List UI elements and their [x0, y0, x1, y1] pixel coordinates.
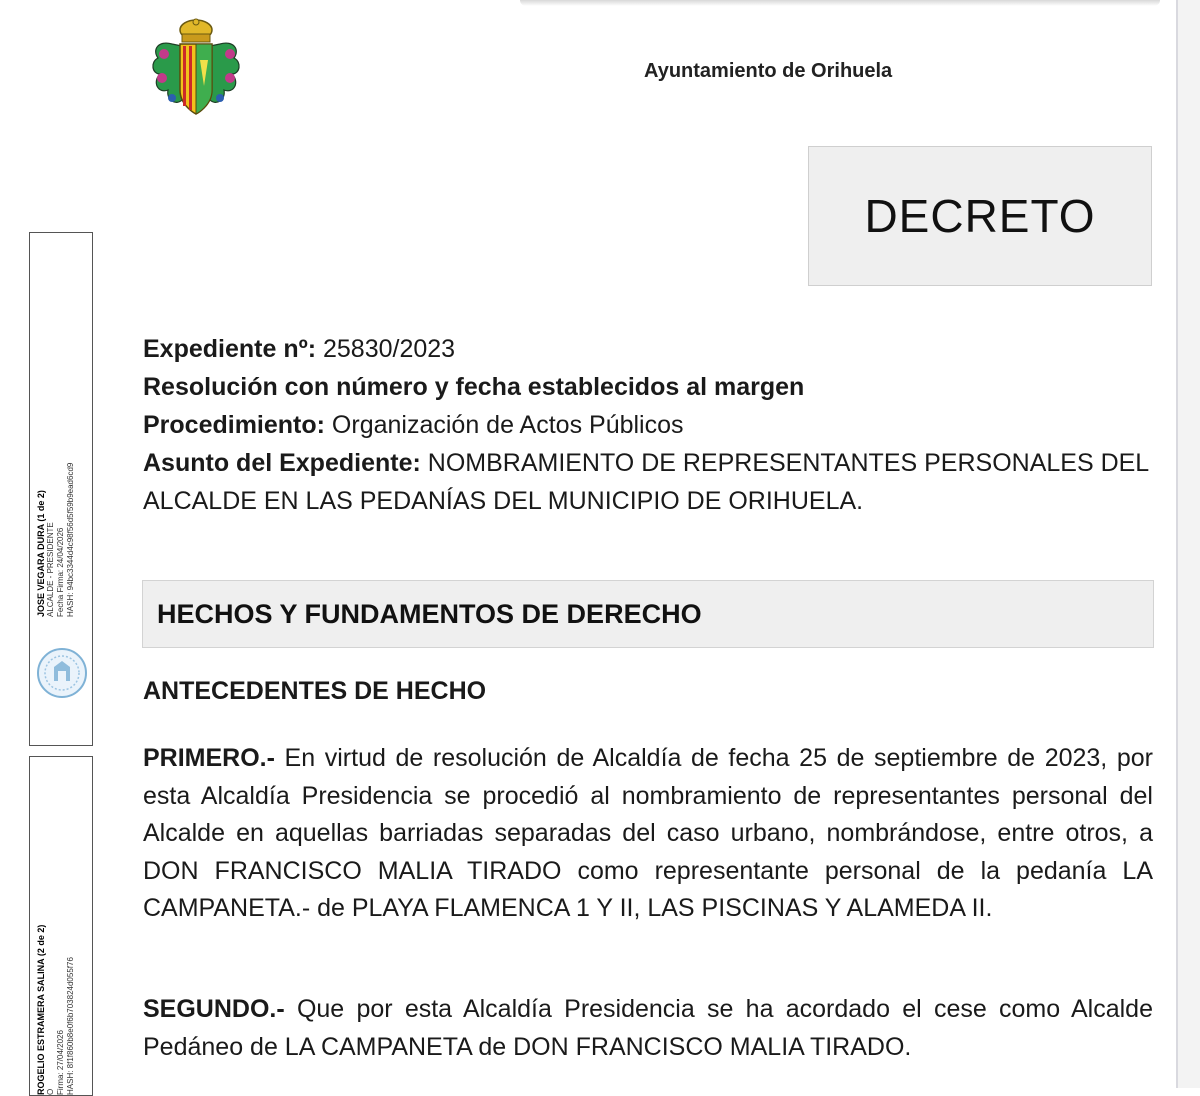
asunto-label: Asunto del Expediente: [143, 449, 421, 477]
orihuela-crest-logo [148, 16, 244, 120]
signature-date: Firma: 27/04/2026 [56, 1030, 65, 1095]
procedimiento-label: Procedimiento: [143, 411, 325, 439]
section-title: HECHOS Y FUNDAMENTOS DE DERECHO [157, 598, 702, 629]
document-type-title: DECRETO [864, 190, 1096, 242]
signer-name: JOSE VEGARA DURA (1 de 2) [36, 490, 46, 617]
subheading-antecedentes: ANTECEDENTES DE HECHO [143, 677, 487, 705]
signer-role: ALCALDE - PRESIDENTE [46, 522, 55, 617]
signature-stamp-1 [29, 232, 93, 746]
paragraph-lead: SEGUNDO.- [143, 995, 285, 1023]
asunto-value: NOMBRAMIENTO DE REPRESENTANTES PERSONALES DEL ALCALDE EN LAS PEDANÍAS DEL MUNICIPIO DE ORIHUELA. [143, 449, 1149, 515]
procedimiento-value: Organización de Actos Públicos [324, 411, 684, 439]
resolucion-line: Resolución con número y fecha establecidos al margen [143, 373, 805, 401]
signer-name: ROGELIO ESTRAMERA SALINA (2 de 2) [36, 924, 46, 1095]
signature-date: Fecha Firma: 24/04/2026 [56, 527, 65, 617]
expediente-line [143, 330, 1153, 368]
document-metadata [143, 330, 1153, 520]
signer-role: O [46, 1088, 55, 1095]
paragraph-primero [143, 740, 1153, 928]
paragraph-lead: PRIMERO.- [143, 744, 275, 772]
viewer-scroll-edge[interactable] [1176, 0, 1200, 1088]
institution-name: Ayuntamiento de Orihuela [644, 60, 893, 82]
paragraph-text: En virtud de resolución de Alcaldía de fecha 25 de septiembre de 2023, por esta Alcaldía Presidencia se procedió al nombramiento de representantes personal del Alcalde en aquellas barriadas separadas del caso urbano, nombrándose, entre otros, a DON FRANCISCO MALIA TIRADO como representante personal de la pedanía LA CAMPANETA.- de PLAYA FLAMENCA 1 Y II, LAS PISCINAS Y ALAMEDA II. [143, 744, 1153, 922]
expediente-value: 25830/2023 [316, 335, 456, 363]
section-heading-box [142, 580, 1154, 648]
asunto-line [143, 444, 1153, 520]
expediente-label: Expediente nº: [143, 335, 317, 363]
signature-hash: HASH: 8f1f860b8e0f6b703824d055f76 [66, 957, 75, 1095]
procedimiento-line [143, 406, 1153, 444]
page-top-shadow [520, 0, 1160, 6]
document-type-box [808, 146, 1152, 286]
signature-stamp-2 [29, 756, 93, 1096]
paragraph-text: Que por esta Alcaldía Presidencia se ha acordado el cese como Alcalde Pedáneo de LA CAMPANETA de DON FRANCISCO MALIA TIRADO. [143, 995, 1153, 1061]
paragraph-segundo [143, 991, 1153, 1066]
signature-hash: HASH: 94bc3344d4c98f56d5f59b9ead6cd9 [66, 462, 75, 617]
electronic-seal-icon [36, 647, 88, 699]
